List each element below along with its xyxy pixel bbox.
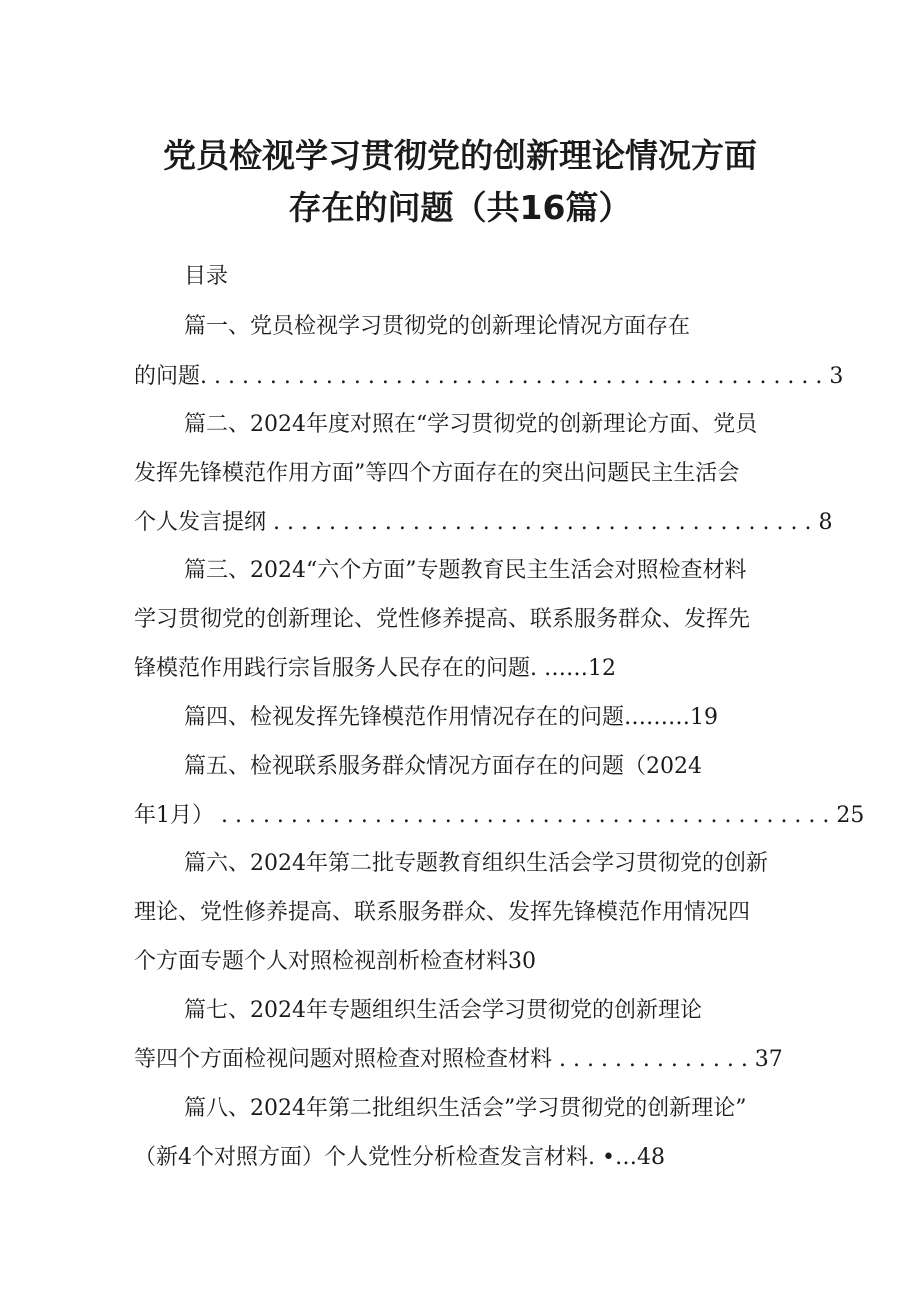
toc-entry-1-line-1[interactable]: 篇一、党员检视学习贯彻党的创新理论情况方面存在 (184, 314, 691, 339)
toc-entry-6-line-2[interactable]: 理论、党性修养提高、联系服务群众、发挥先锋模范作用情况四 (134, 900, 751, 925)
toc-entry-4-line-1[interactable]: 篇四、检视发挥先锋模范作用情况存在的问题………19 (184, 705, 718, 730)
toc-entry-3-line-3[interactable]: 锋模范作用践行宗旨服务人民存在的问题. ……12 (134, 656, 616, 681)
toc-entry-8-line-1[interactable]: 篇八、2024年第二批组织生活会”学习贯彻党的创新理论” (184, 1096, 747, 1121)
document-title-line-2: 存在的问题（共16篇） (288, 188, 632, 227)
document-title-line-1: 党员检视学习贯彻党的创新理论情况方面 (163, 136, 757, 175)
toc-label: 目录 (184, 264, 229, 289)
toc-entry-5-line-1[interactable]: 篇五、检视联系服务群众情况方面存在的问题（2024 (184, 754, 702, 779)
toc-entry-3-line-2[interactable]: 学习贯彻党的创新理论、党性修养提高、联系服务群众、发挥先 (134, 607, 751, 632)
toc-entry-7-line-2[interactable]: 等四个方面检视问题对照检查对照检查材料 . . . . . . . . . . . . . . 37 (134, 1047, 783, 1072)
toc-entry-6-line-1[interactable]: 篇六、2024年第二批专题教育组织生活会学习贯彻党的创新 (184, 851, 768, 876)
toc-entry-2-line-1[interactable]: 篇二、2024年度对照在“学习贯彻党的创新理论方面、党员 (184, 412, 758, 437)
toc-entry-3-line-1[interactable]: 篇三、2024“六个方面”专题教育民主生活会对照检查材料 (184, 558, 747, 583)
toc-entry-2-line-3[interactable]: 个人发言提纲 . . . . . . . . . . . . . . . . . . . . . . . . . . . . . . . . . . . . . . . 8 (134, 510, 833, 535)
toc-entry-1-line-2[interactable]: 的问题. . . . . . . . . . . . . . . . . . . . . . . . . . . . . . . . . . . . . . . . . . . . . 3 (134, 364, 844, 389)
toc-entry-6-line-3[interactable]: 个方面专题个人对照检视剖析检查材料30 (134, 949, 536, 974)
toc-entry-7-line-1[interactable]: 篇七、2024年专题组织生活会学习贯彻党的创新理论 (184, 998, 702, 1023)
toc-entry-5-line-2[interactable]: 年1月） . . . . . . . . . . . . . . . . . . . . . . . . . . . . . . . . . . . . . . . . . . . . 25 (134, 803, 865, 828)
toc-entry-8-line-2[interactable]: （新4个对照方面）个人党性分析检查发言材料. •…48 (134, 1145, 665, 1170)
toc-entry-2-line-2[interactable]: 发挥先锋模范作用方面”等四个方面存在的突出问题民主生活会 (134, 461, 740, 486)
